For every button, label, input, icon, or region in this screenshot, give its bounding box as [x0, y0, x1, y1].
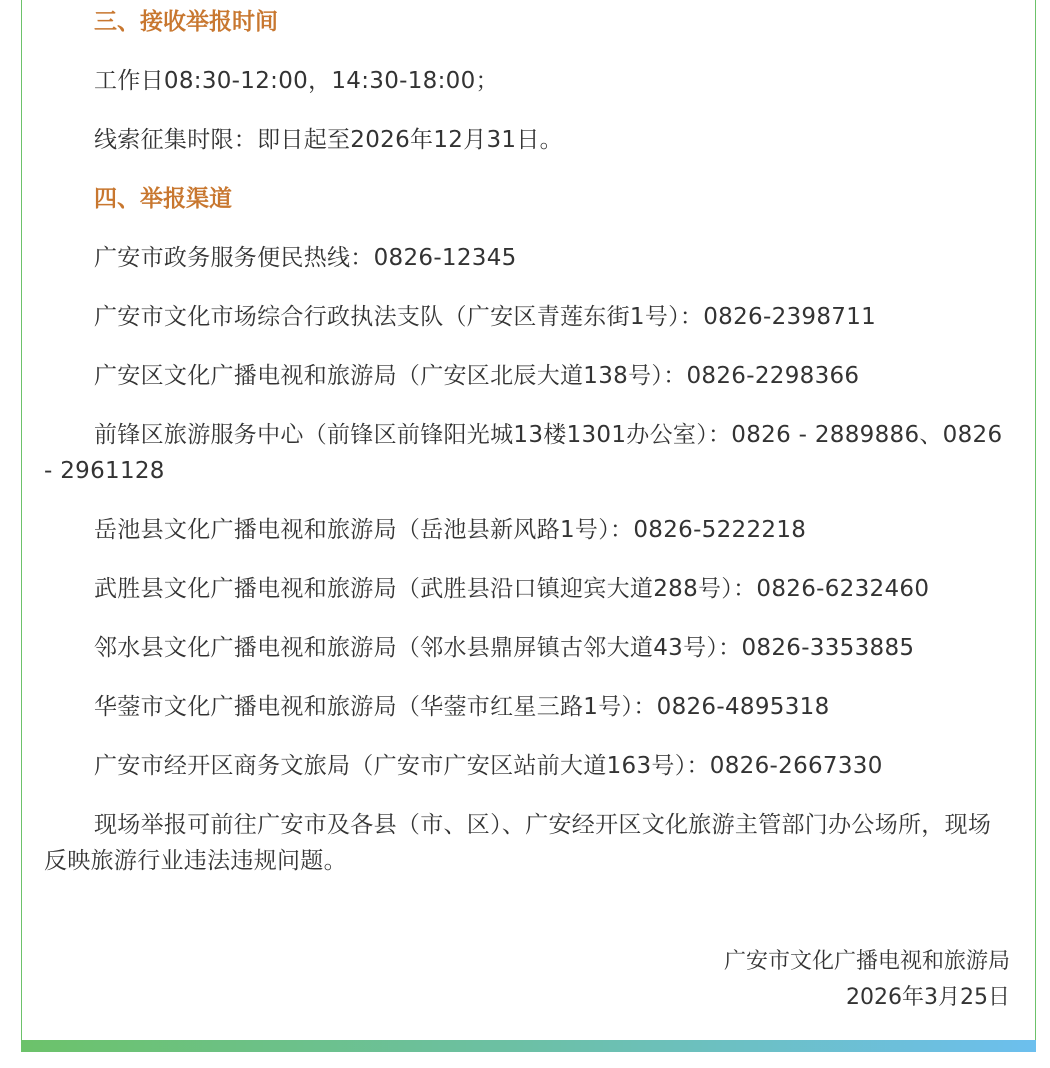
paragraph: 工作日08:30-12:00，14:30-18:00； [94, 68, 499, 94]
channel-item: 武胜县文化广播电视和旅游局（武胜县沿口镇迎宾大道288号）：0826-6232460 [94, 576, 930, 602]
paragraph: 线索征集时限：即日起至2026年12月31日。 [94, 127, 563, 153]
onsite-report-note: 现场举报可前往广安市及各县（市、区）、广安经开区文化旅游主管部门办公场所，现场反映旅游行业违法违规问题。 [44, 812, 992, 874]
signature [724, 944, 1010, 1016]
channel-item: 广安市经开区商务文旅局（广安市广安区站前大道163号）：0826-2667330 [94, 753, 883, 779]
section-heading-channels: 四、举报渠道 [94, 186, 232, 212]
article-content [44, 4, 1012, 902]
channel-item: 前锋区旅游服务中心（前锋区前锋阳光城13楼1301办公室）：0826 - 2889886、0826 - 2961128 [44, 422, 1003, 484]
gradient-footer-bar [21, 1040, 1036, 1052]
channel-item: 广安市政务服务便民热线：0826-12345 [94, 245, 517, 271]
signature-date: 2026年3月25日 [846, 985, 1010, 1010]
signature-org: 广安市文化广播电视和旅游局 [723, 949, 1010, 974]
channel-item: 邻水县文化广播电视和旅游局（邻水县鼎屏镇古邻大道43号）：0826-3353885 [94, 635, 915, 661]
section-heading-time: 三、接收举报时间 [94, 9, 278, 35]
channel-item: 广安区文化广播电视和旅游局（广安区北辰大道138号）：0826-2298366 [94, 363, 860, 389]
channel-item: 华蓥市文化广播电视和旅游局（华蓥市红星三路1号）：0826-4895318 [94, 694, 830, 720]
channel-item: 岳池县文化广播电视和旅游局（岳池县新风路1号）：0826-5222218 [94, 517, 807, 543]
channel-item: 广安市文化市场综合行政执法支队（广安区青莲东街1号）：0826-2398711 [94, 304, 877, 330]
